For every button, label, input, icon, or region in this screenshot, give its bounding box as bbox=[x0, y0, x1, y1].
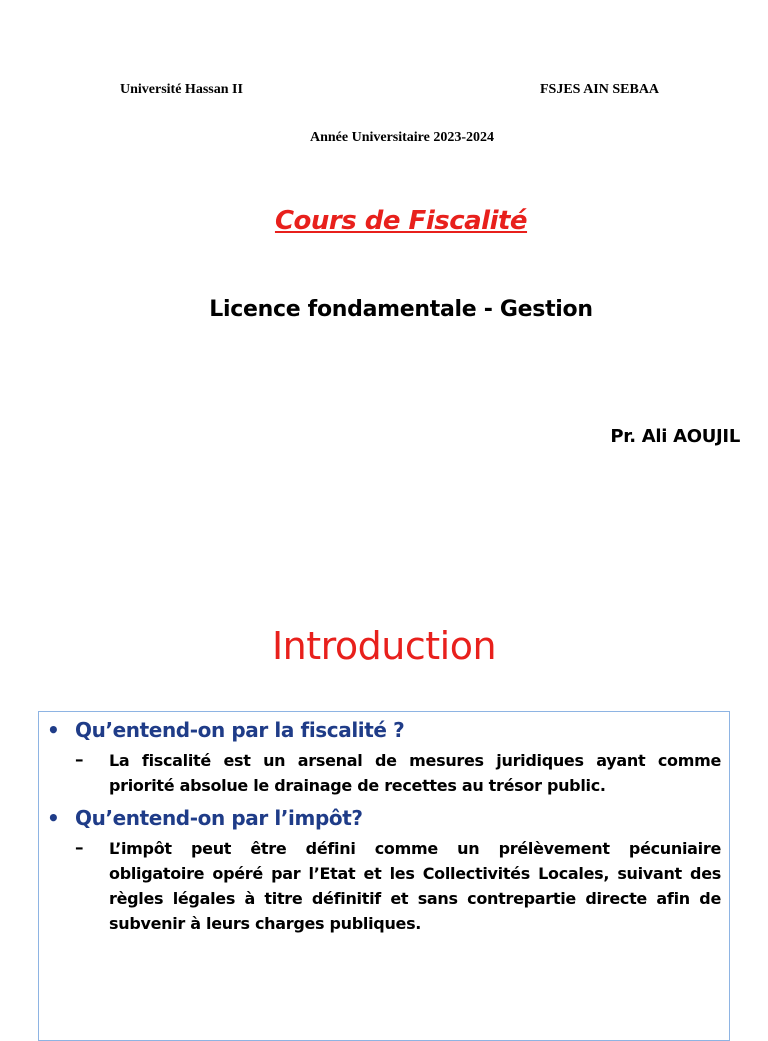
professor-name: Pr. Ali AOUJIL bbox=[610, 426, 740, 447]
program-name: Licence fondamentale - Gestion bbox=[209, 297, 593, 322]
question-text: Qu’entend-on par l’impôt? bbox=[75, 806, 363, 830]
bullet-icon: • bbox=[47, 806, 60, 830]
answer-text: L’impôt peut être défini comme un prélèvement pécuniaire obligatoire opéré par l’Etat et les Collectivités Locales, suivant des règles légales à titre définitif et sans contrepartie directe afin de subvenir à leurs charges publiques. bbox=[109, 839, 721, 933]
dash-icon: – bbox=[75, 838, 84, 858]
question-item bbox=[47, 718, 721, 742]
faculty-name: FSJES AIN SEBAA bbox=[540, 82, 660, 97]
section-title: Introduction bbox=[271, 624, 497, 668]
dash-icon: – bbox=[75, 750, 84, 770]
question-text: Qu’entend-on par la fiscalité ? bbox=[75, 718, 405, 742]
academic-year: Année Universitaire 2023-2024 bbox=[309, 130, 495, 145]
bullet-icon: • bbox=[47, 718, 60, 742]
content-box bbox=[38, 711, 730, 1041]
answer-item bbox=[75, 836, 721, 936]
answer-text: La fiscalité est un arsenal de mesures juridiques ayant comme priorité absolue le drainage de recettes au trésor public. bbox=[109, 751, 721, 795]
course-title: Cours de Fiscalité bbox=[274, 206, 528, 236]
question-item bbox=[47, 806, 721, 830]
university-name: Université Hassan II bbox=[120, 82, 243, 97]
answer-item bbox=[75, 748, 721, 798]
